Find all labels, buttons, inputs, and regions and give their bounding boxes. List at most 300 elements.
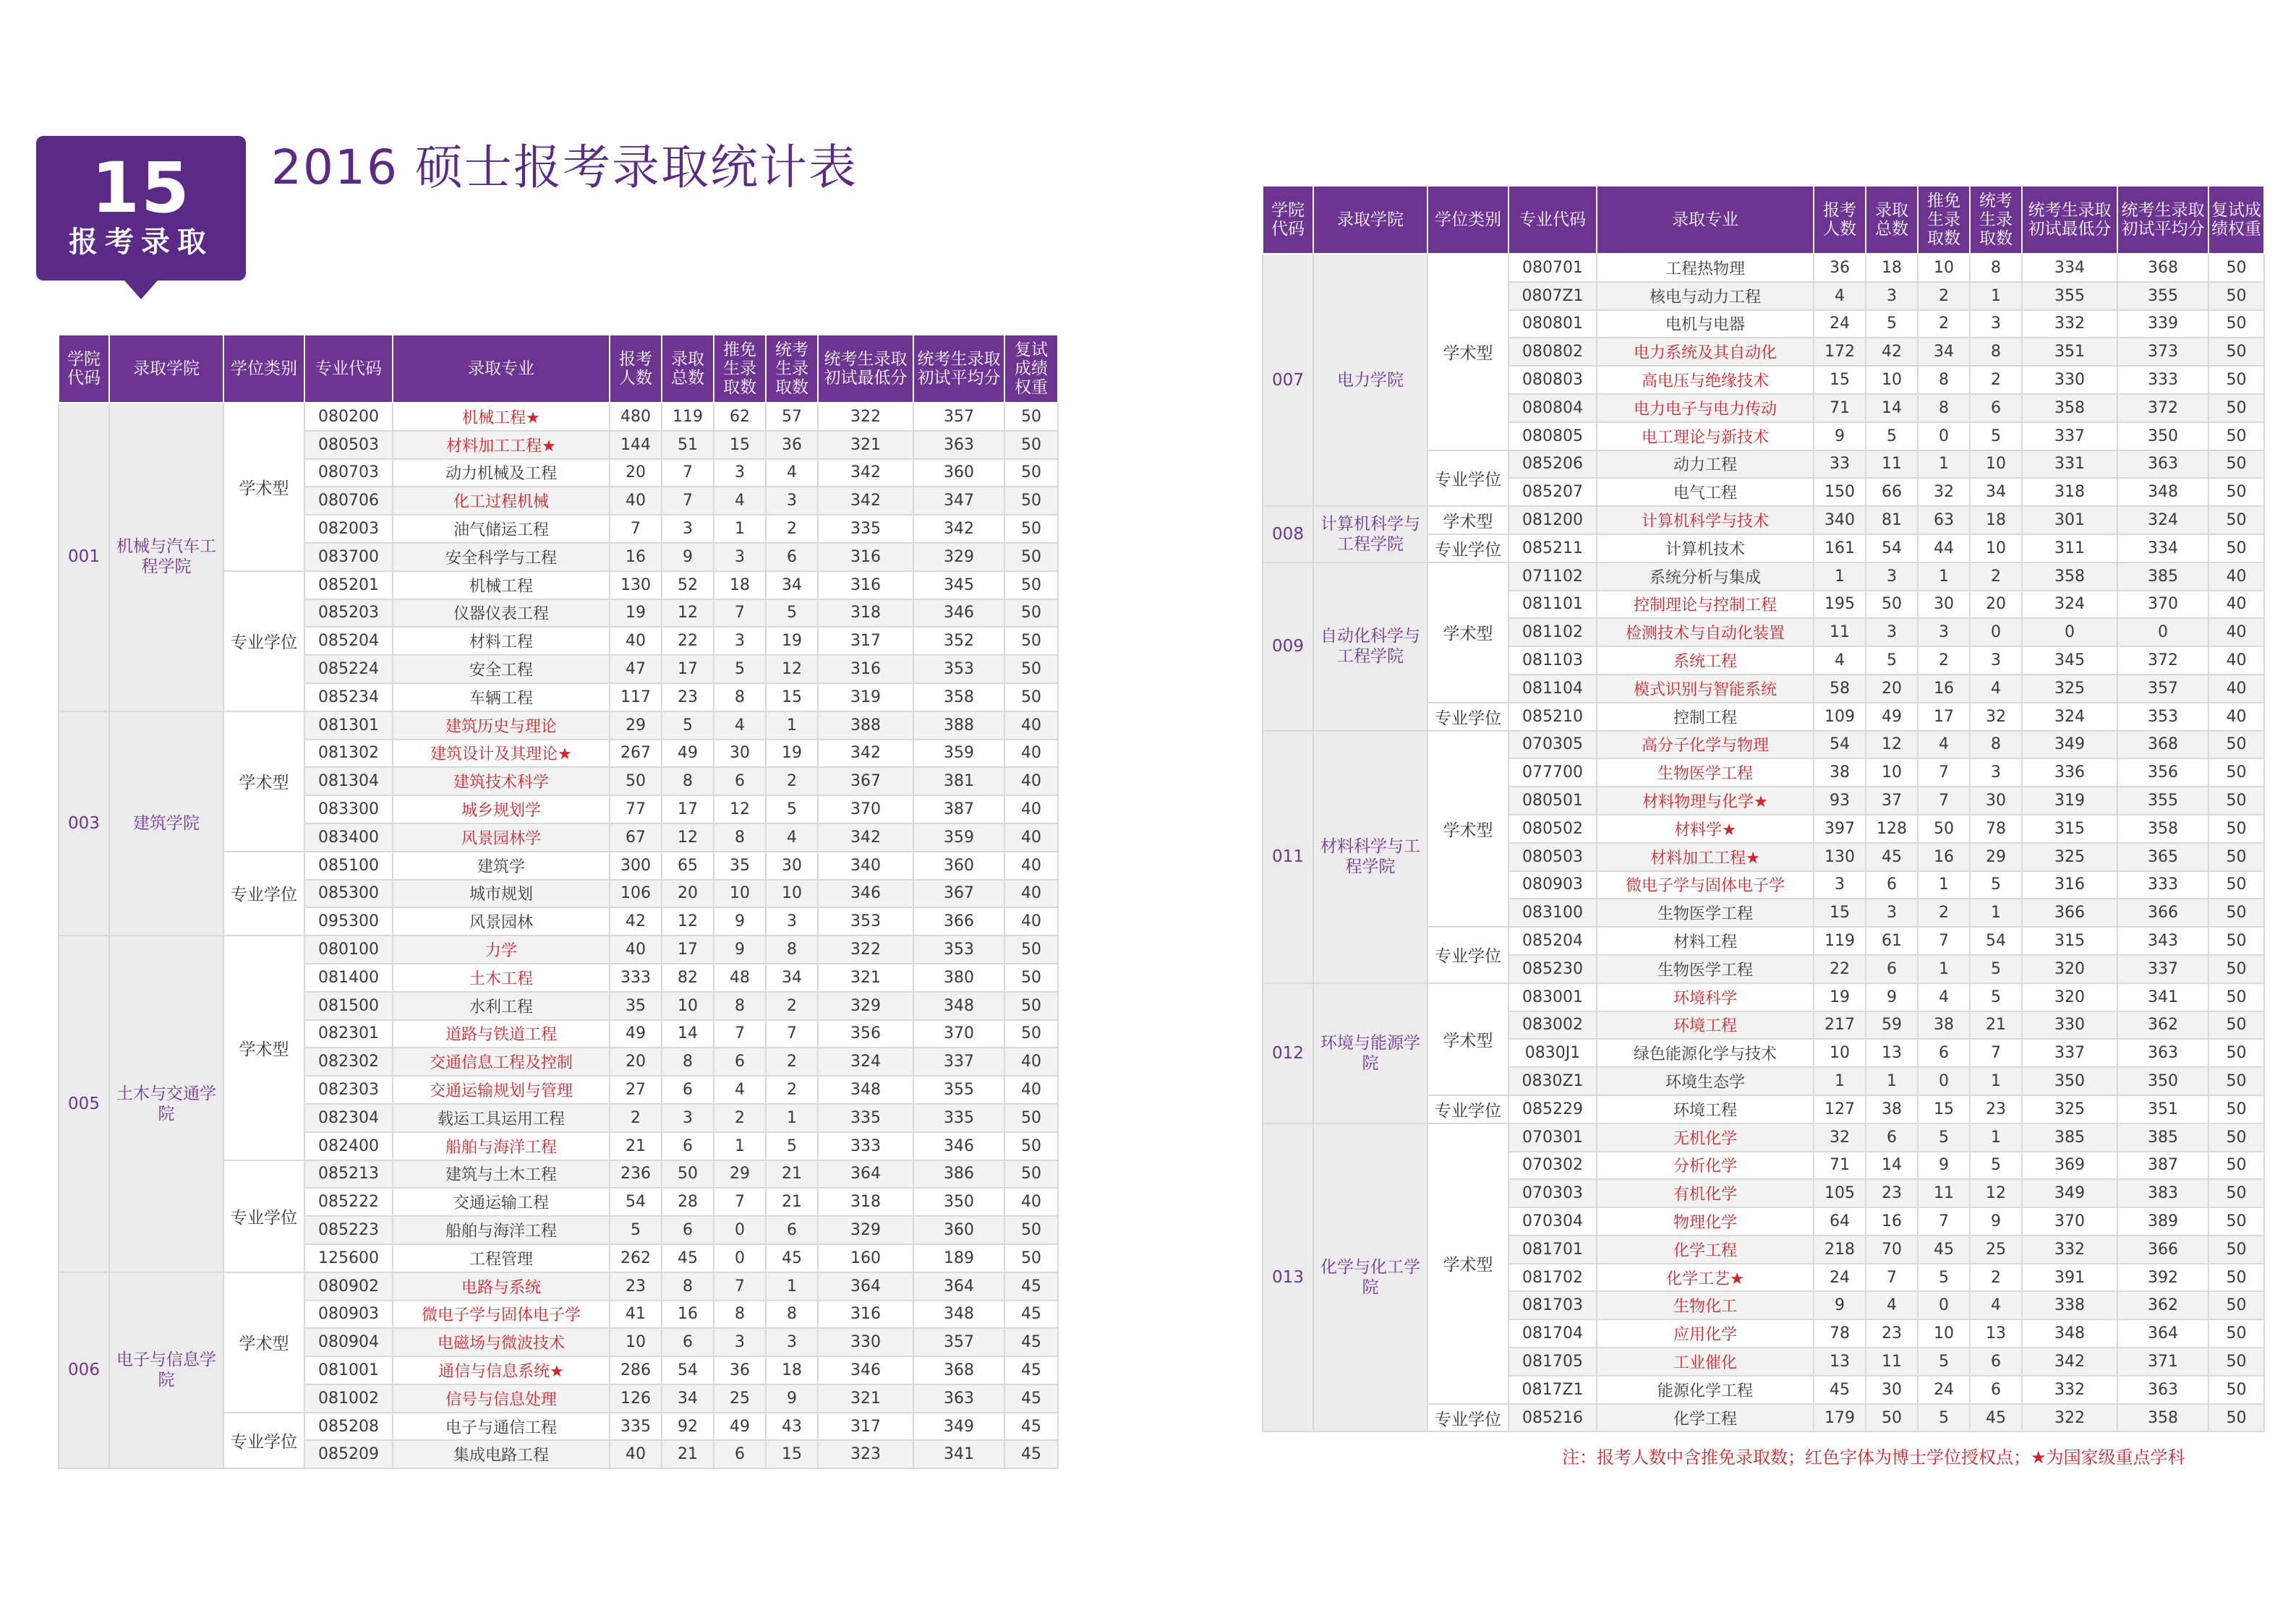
value-cell: 363 — [913, 431, 1004, 459]
major-name-cell: 化学工程 — [1597, 1236, 1814, 1264]
major-name-cell: 计算机科学与技术 — [1597, 506, 1814, 534]
value-cell: 1 — [1866, 1067, 1918, 1095]
value-cell: 21 — [766, 1160, 818, 1189]
value-cell: 353 — [818, 907, 913, 935]
college-code-cell: 009 — [1263, 562, 1313, 731]
value-cell: 12 — [714, 795, 766, 823]
value-cell: 12 — [662, 823, 714, 852]
value-cell: 34 — [766, 964, 818, 992]
value-cell: 348 — [913, 1301, 1004, 1329]
major-name-cell: 控制理论与控制工程 — [1597, 591, 1814, 619]
college-name-cell: 电力学院 — [1313, 254, 1427, 506]
value-cell: 40 — [610, 627, 662, 655]
major-code-cell: 0817Z1 — [1508, 1376, 1597, 1404]
value-cell: 3 — [662, 515, 714, 543]
value-cell: 350 — [2022, 1067, 2117, 1095]
value-cell: 23 — [610, 1272, 662, 1301]
value-cell: 52 — [662, 571, 714, 599]
value-cell: 1 — [1970, 1067, 2022, 1095]
value-cell: 4 — [766, 823, 818, 852]
value-cell: 17 — [662, 795, 714, 823]
value-cell: 45 — [1004, 1272, 1058, 1301]
value-cell: 324 — [2022, 591, 2117, 619]
value-cell: 50 — [1004, 964, 1058, 992]
value-cell: 370 — [2117, 591, 2208, 619]
value-cell: 370 — [913, 1020, 1004, 1048]
degree-type-cell: 学术型 — [223, 1272, 304, 1413]
value-cell: 330 — [2022, 366, 2117, 394]
value-cell: 50 — [2208, 282, 2264, 310]
value-cell: 6 — [714, 1440, 766, 1468]
value-cell: 349 — [2022, 1179, 2117, 1207]
value-cell: 82 — [662, 964, 714, 992]
major-code-cell: 081103 — [1508, 646, 1597, 675]
major-code-cell: 085204 — [304, 627, 393, 655]
value-cell: 267 — [610, 740, 662, 768]
value-cell: 50 — [1004, 655, 1058, 683]
value-cell: 356 — [818, 1020, 913, 1048]
value-cell: 0 — [1918, 1291, 1970, 1319]
college-code-cell: 007 — [1263, 254, 1313, 506]
value-cell: 50 — [1004, 571, 1058, 599]
major-code-cell: 070302 — [1508, 1152, 1597, 1180]
major-name-cell: 高电压与绝缘技术 — [1597, 366, 1814, 394]
value-cell: 106 — [610, 880, 662, 908]
major-code-cell: 070304 — [1508, 1207, 1597, 1236]
value-cell: 1 — [766, 1272, 818, 1301]
value-cell: 360 — [913, 459, 1004, 487]
value-cell: 8 — [714, 683, 766, 711]
major-name-cell: 电工理论与新技术 — [1597, 422, 1814, 450]
major-code-cell: 082303 — [304, 1076, 393, 1104]
value-cell: 3 — [766, 487, 818, 515]
value-cell: 10 — [1970, 450, 2022, 479]
value-cell: 7 — [714, 1272, 766, 1301]
value-cell: 5 — [1866, 646, 1918, 675]
value-cell: 40 — [1004, 711, 1058, 740]
value-cell: 25 — [714, 1384, 766, 1413]
degree-type-cell: 学术型 — [223, 935, 304, 1160]
value-cell: 50 — [1004, 1244, 1058, 1272]
value-cell: 342 — [818, 459, 913, 487]
college-name-cell: 计算机科学与工程学院 — [1313, 506, 1427, 562]
major-name-cell: 建筑学 — [393, 852, 610, 880]
major-code-cell: 085206 — [1508, 450, 1597, 479]
major-code-cell: 083400 — [304, 823, 393, 852]
value-cell: 349 — [913, 1413, 1004, 1441]
value-cell: 40 — [1004, 1048, 1058, 1076]
major-name-cell: 建筑设计及其理论★ — [393, 740, 610, 768]
major-name-cell: 城乡规划学 — [393, 795, 610, 823]
value-cell: 364 — [2117, 1319, 2208, 1348]
value-cell: 78 — [1970, 815, 2022, 843]
value-cell: 40 — [610, 1440, 662, 1468]
footnote: 注：报考人数中含推免录取数；红色字体为博士学位授权点；★为国家级重点学科 — [1562, 1447, 2185, 1468]
major-code-cell: 080501 — [1508, 787, 1597, 815]
major-name-cell: 安全科学与工程 — [393, 543, 610, 571]
value-cell: 338 — [2022, 1291, 2117, 1319]
major-name-cell: 集成电路工程 — [393, 1440, 610, 1468]
value-cell: 6 — [662, 1132, 714, 1160]
value-cell: 5 — [662, 711, 714, 740]
value-cell: 2 — [1918, 282, 1970, 310]
value-cell: 389 — [2117, 1207, 2208, 1236]
value-cell: 64 — [1814, 1207, 1866, 1236]
major-name-cell: 工程热物理 — [1597, 254, 1814, 282]
value-cell: 6 — [662, 1076, 714, 1104]
value-cell: 50 — [1004, 1160, 1058, 1189]
value-cell: 1 — [1814, 1067, 1866, 1095]
college-code-cell: 006 — [59, 1272, 109, 1469]
value-cell: 340 — [1814, 506, 1866, 534]
value-cell: 362 — [2117, 1011, 2208, 1040]
value-cell: 346 — [818, 880, 913, 908]
value-cell: 1 — [1814, 562, 1866, 591]
major-name-cell: 工业催化 — [1597, 1348, 1814, 1376]
major-code-cell: 081301 — [304, 711, 393, 740]
major-code-cell: 080804 — [1508, 394, 1597, 422]
value-cell: 6 — [1866, 955, 1918, 983]
value-cell: 4 — [1814, 282, 1866, 310]
value-cell: 7 — [662, 487, 714, 515]
value-cell: 19 — [1814, 983, 1866, 1011]
major-code-cell: 080805 — [1508, 422, 1597, 450]
major-name-cell: 土木工程 — [393, 964, 610, 992]
value-cell: 10 — [1866, 758, 1918, 787]
value-cell: 320 — [2022, 955, 2117, 983]
value-cell: 0 — [1918, 1067, 1970, 1095]
value-cell: 13 — [1970, 1319, 2022, 1348]
value-cell: 34 — [766, 571, 818, 599]
value-cell: 45 — [1004, 1413, 1058, 1441]
value-cell: 15 — [1814, 366, 1866, 394]
value-cell: 6 — [714, 767, 766, 795]
value-cell: 43 — [766, 1413, 818, 1441]
value-cell: 18 — [1970, 506, 2022, 534]
degree-type-cell: 专业学位 — [223, 852, 304, 935]
value-cell: 2 — [610, 1104, 662, 1132]
major-name-cell: 材料工程 — [393, 627, 610, 655]
major-name-cell: 生物医学工程 — [1597, 899, 1814, 927]
major-name-cell: 材料物理与化学★ — [1597, 787, 1814, 815]
value-cell: 15 — [1918, 1095, 1970, 1123]
value-cell: 8 — [766, 1301, 818, 1329]
value-cell: 8 — [1970, 254, 2022, 282]
value-cell: 9 — [714, 935, 766, 964]
value-cell: 325 — [2022, 675, 2117, 703]
value-cell: 11 — [1814, 618, 1866, 646]
value-cell: 50 — [2208, 983, 2264, 1011]
value-cell: 347 — [913, 487, 1004, 515]
column-header: 专业代码 — [1508, 186, 1597, 254]
value-cell: 2 — [714, 1104, 766, 1132]
major-code-cell: 080503 — [1508, 843, 1597, 871]
value-cell: 40 — [2208, 618, 2264, 646]
degree-type-cell: 学术型 — [1427, 506, 1508, 534]
value-cell: 5 — [1970, 983, 2022, 1011]
value-cell: 3 — [1970, 758, 2022, 787]
value-cell: 236 — [610, 1160, 662, 1189]
value-cell: 353 — [913, 655, 1004, 683]
value-cell: 3 — [662, 1104, 714, 1132]
value-cell: 50 — [1004, 1020, 1058, 1048]
major-code-cell: 081701 — [1508, 1236, 1597, 1264]
value-cell: 15 — [714, 431, 766, 459]
value-cell: 355 — [2117, 282, 2208, 310]
value-cell: 5 — [1866, 422, 1918, 450]
major-name-cell: 通信与信息系统★ — [393, 1356, 610, 1384]
value-cell: 3 — [714, 543, 766, 571]
value-cell: 319 — [818, 683, 913, 711]
value-cell: 23 — [1866, 1179, 1918, 1207]
major-code-cell: 085213 — [304, 1160, 393, 1189]
value-cell: 14 — [662, 1020, 714, 1048]
major-code-cell: 080801 — [1508, 310, 1597, 338]
value-cell: 13 — [1866, 1039, 1918, 1067]
major-code-cell: 080200 — [304, 403, 393, 431]
value-cell: 126 — [610, 1384, 662, 1413]
value-cell: 50 — [2208, 955, 2264, 983]
value-cell: 179 — [1814, 1404, 1866, 1432]
value-cell: 2 — [1970, 1264, 2022, 1292]
major-name-cell: 检测技术与自动化装置 — [1597, 618, 1814, 646]
value-cell: 1 — [766, 1104, 818, 1132]
value-cell: 42 — [1866, 338, 1918, 366]
value-cell: 386 — [913, 1160, 1004, 1189]
value-cell: 9 — [714, 907, 766, 935]
value-cell: 36 — [714, 1356, 766, 1384]
value-cell: 50 — [1004, 1104, 1058, 1132]
major-name-cell: 风景园林学 — [393, 823, 610, 852]
college-name-cell: 建筑学院 — [109, 711, 223, 935]
value-cell: 51 — [662, 431, 714, 459]
value-cell: 19 — [610, 599, 662, 628]
value-cell: 8 — [714, 1301, 766, 1329]
value-cell: 2 — [1918, 310, 1970, 338]
value-cell: 380 — [913, 964, 1004, 992]
value-cell: 1 — [766, 711, 818, 740]
column-header: 统考生录取数 — [1970, 186, 2022, 254]
value-cell: 355 — [913, 1076, 1004, 1104]
value-cell: 262 — [610, 1244, 662, 1272]
value-cell: 54 — [1970, 927, 2022, 955]
major-code-cell: 081002 — [304, 1384, 393, 1413]
major-name-cell: 环境科学 — [1597, 983, 1814, 1011]
major-code-cell: 0830Z1 — [1508, 1067, 1597, 1095]
value-cell: 50 — [1004, 487, 1058, 515]
value-cell: 61 — [1866, 927, 1918, 955]
value-cell: 332 — [2022, 1236, 2117, 1264]
value-cell: 330 — [818, 1328, 913, 1356]
major-code-cell: 085204 — [1508, 927, 1597, 955]
column-header: 学位类别 — [223, 335, 304, 403]
value-cell: 0 — [714, 1216, 766, 1244]
value-cell: 50 — [2208, 1319, 2264, 1348]
value-cell: 345 — [2022, 646, 2117, 675]
value-cell: 5 — [1918, 1404, 1970, 1432]
major-name-cell: 材料加工工程★ — [393, 431, 610, 459]
value-cell: 20 — [662, 880, 714, 908]
major-code-cell: 085209 — [304, 1440, 393, 1468]
major-name-cell: 生物化工 — [1597, 1291, 1814, 1319]
value-cell: 357 — [913, 403, 1004, 431]
value-cell: 18 — [714, 571, 766, 599]
value-cell: 332 — [2022, 1376, 2117, 1404]
value-cell: 4 — [1970, 1291, 2022, 1319]
college-code-cell: 012 — [1263, 983, 1313, 1123]
value-cell: 54 — [610, 1188, 662, 1216]
value-cell: 4 — [714, 487, 766, 515]
value-cell: 30 — [1918, 591, 1970, 619]
major-code-cell: 080503 — [304, 431, 393, 459]
value-cell: 71 — [1814, 1152, 1866, 1180]
value-cell: 12 — [1866, 731, 1918, 759]
major-name-cell: 有机化学 — [1597, 1179, 1814, 1207]
value-cell: 385 — [2117, 562, 2208, 591]
value-cell: 3 — [1918, 618, 1970, 646]
college-code-cell: 005 — [59, 935, 109, 1272]
value-cell: 50 — [610, 767, 662, 795]
value-cell: 128 — [1866, 815, 1918, 843]
value-cell: 371 — [2117, 1348, 2208, 1376]
major-code-cell: 082003 — [304, 515, 393, 543]
value-cell: 77 — [610, 795, 662, 823]
value-cell: 45 — [1004, 1384, 1058, 1413]
value-cell: 343 — [2117, 927, 2208, 955]
major-code-cell: 081702 — [1508, 1264, 1597, 1292]
value-cell: 351 — [2117, 1095, 2208, 1123]
value-cell: 363 — [2117, 1376, 2208, 1404]
major-name-cell: 安全工程 — [393, 655, 610, 683]
value-cell: 50 — [1866, 591, 1918, 619]
value-cell: 387 — [2117, 1152, 2208, 1180]
value-cell: 50 — [2208, 1376, 2264, 1404]
value-cell: 50 — [2208, 1123, 2264, 1152]
value-cell: 40 — [1004, 1188, 1058, 1216]
value-cell: 2 — [766, 1048, 818, 1076]
value-cell: 373 — [2117, 338, 2208, 366]
value-cell: 45 — [662, 1244, 714, 1272]
value-cell: 30 — [766, 852, 818, 880]
value-cell: 1 — [1970, 899, 2022, 927]
value-cell: 50 — [2208, 1067, 2264, 1095]
value-cell: 32 — [1918, 478, 1970, 506]
value-cell: 337 — [913, 1048, 1004, 1076]
value-cell: 50 — [2208, 394, 2264, 422]
value-cell: 11 — [1866, 1348, 1918, 1376]
major-code-cell: 081500 — [304, 992, 393, 1020]
value-cell: 7 — [662, 459, 714, 487]
major-name-cell: 交通运输工程 — [393, 1188, 610, 1216]
value-cell: 333 — [2117, 366, 2208, 394]
major-code-cell: 080903 — [304, 1301, 393, 1329]
value-cell: 40 — [610, 487, 662, 515]
major-name-cell: 工程管理 — [393, 1244, 610, 1272]
value-cell: 1 — [714, 515, 766, 543]
value-cell: 10 — [1970, 534, 2022, 562]
value-cell: 50 — [2208, 1264, 2264, 1292]
value-cell: 342 — [818, 487, 913, 515]
table-row — [1263, 731, 2264, 759]
major-code-cell: 085216 — [1508, 1404, 1597, 1432]
value-cell: 105 — [1814, 1179, 1866, 1207]
value-cell: 50 — [2208, 338, 2264, 366]
value-cell: 13 — [1814, 1348, 1866, 1376]
column-header: 统考生录取初试最低分 — [2022, 186, 2117, 254]
value-cell: 385 — [2022, 1123, 2117, 1152]
column-header: 录取专业 — [393, 335, 610, 403]
value-cell: 3 — [1814, 871, 1866, 899]
value-cell: 32 — [1814, 1123, 1866, 1152]
value-cell: 350 — [2117, 422, 2208, 450]
value-cell: 8 — [1918, 394, 1970, 422]
value-cell: 4 — [1814, 646, 1866, 675]
value-cell: 8 — [662, 767, 714, 795]
value-cell: 340 — [818, 852, 913, 880]
value-cell: 4 — [1866, 1291, 1918, 1319]
major-code-cell: 085207 — [1508, 478, 1597, 506]
value-cell: 50 — [1004, 1132, 1058, 1160]
value-cell: 333 — [610, 964, 662, 992]
major-code-cell: 085223 — [304, 1216, 393, 1244]
value-cell: 44 — [1918, 534, 1970, 562]
value-cell: 24 — [1814, 1264, 1866, 1292]
value-cell: 65 — [662, 852, 714, 880]
value-cell: 381 — [913, 767, 1004, 795]
value-cell: 7 — [610, 515, 662, 543]
value-cell: 50 — [1004, 627, 1058, 655]
value-cell: 49 — [662, 740, 714, 768]
value-cell: 35 — [610, 992, 662, 1020]
value-cell: 5 — [1918, 1123, 1970, 1152]
value-cell: 12 — [662, 907, 714, 935]
value-cell: 38 — [1814, 758, 1866, 787]
major-code-cell: 083300 — [304, 795, 393, 823]
value-cell: 1 — [714, 1132, 766, 1160]
value-cell: 45 — [1970, 1404, 2022, 1432]
value-cell: 10 — [1918, 1319, 1970, 1348]
value-cell: 7 — [714, 599, 766, 628]
value-cell: 9 — [1970, 1207, 2022, 1236]
value-cell: 346 — [818, 1356, 913, 1384]
value-cell: 49 — [610, 1020, 662, 1048]
value-cell: 10 — [1918, 254, 1970, 282]
column-header: 统考生录取初试平均分 — [2117, 186, 2208, 254]
value-cell: 50 — [1004, 403, 1058, 431]
value-cell: 16 — [1866, 1207, 1918, 1236]
major-code-cell: 081101 — [1508, 591, 1597, 619]
value-cell: 322 — [818, 403, 913, 431]
value-cell: 2 — [766, 515, 818, 543]
degree-type-cell: 专业学位 — [1427, 1095, 1508, 1123]
value-cell: 38 — [1866, 1095, 1918, 1123]
value-cell: 368 — [913, 1356, 1004, 1384]
major-name-cell: 信号与信息处理 — [393, 1384, 610, 1413]
value-cell: 70 — [1866, 1236, 1918, 1264]
major-name-cell: 建筑技术科学 — [393, 767, 610, 795]
college-name-cell: 环境与能源学院 — [1313, 983, 1427, 1123]
value-cell: 320 — [2022, 983, 2117, 1011]
value-cell: 50 — [1004, 992, 1058, 1020]
value-cell: 23 — [1866, 1319, 1918, 1348]
major-name-cell: 分析化学 — [1597, 1152, 1814, 1180]
value-cell: 364 — [818, 1160, 913, 1189]
major-name-cell: 电子与通信工程 — [393, 1413, 610, 1441]
column-header: 录取总数 — [1866, 186, 1918, 254]
value-cell: 50 — [2208, 1291, 2264, 1319]
value-cell: 370 — [2022, 1207, 2117, 1236]
value-cell: 4 — [1918, 983, 1970, 1011]
